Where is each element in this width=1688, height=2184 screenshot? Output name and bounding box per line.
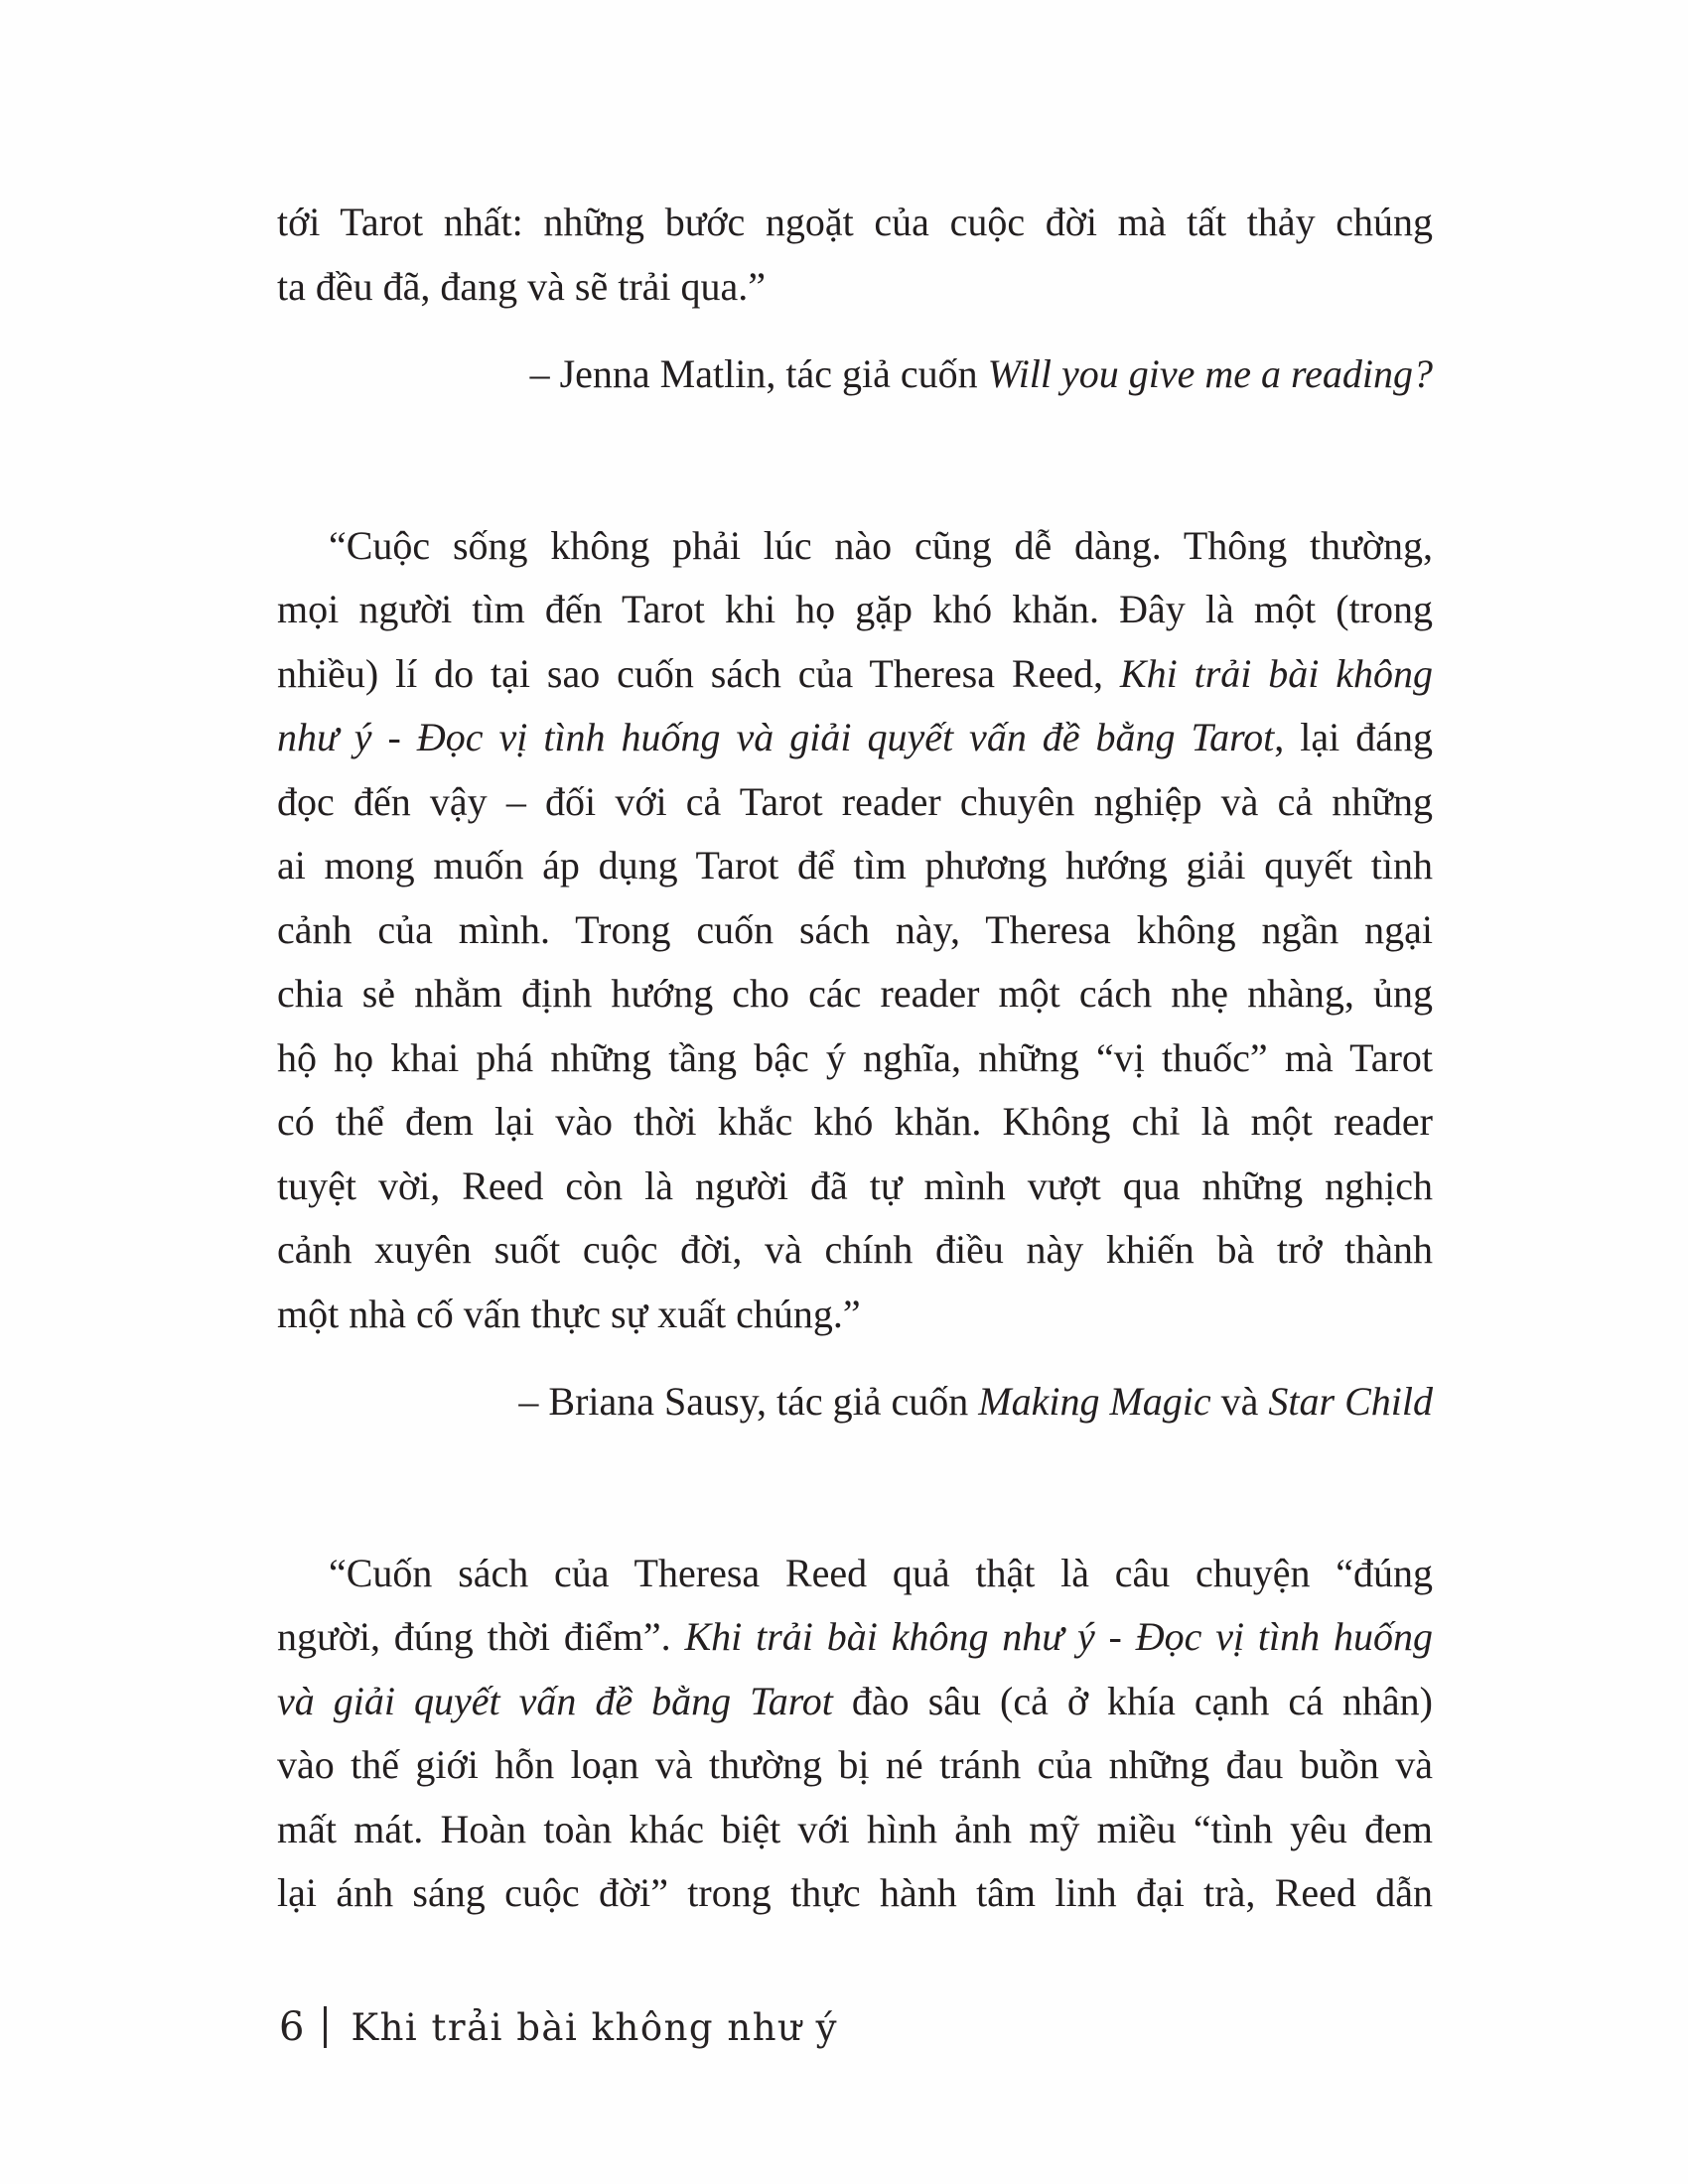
- text-line: [277, 1861, 1433, 1926]
- text-segment: như ý - Đọc vị tình huống và giải quyết vấn đề bằng Tarot: [277, 715, 1275, 759]
- text-line: [277, 1155, 1433, 1219]
- text-line: [277, 962, 1433, 1026]
- text-segment: và: [1210, 1379, 1269, 1424]
- text-line: [277, 191, 1433, 255]
- text-segment: Star Child: [1268, 1379, 1433, 1424]
- footer-book-title: Khi trải bài không như ý: [351, 2005, 839, 2049]
- text-segment: người, đúng thời điểm”.: [277, 1614, 685, 1659]
- text-segment: vào thế giới hỗn loạn và thường bị né tránh của những đau buồn và: [277, 1742, 1433, 1787]
- text-segment: cảnh của mình. Trong cuốn sách này, Theresa không ngần ngại: [277, 906, 1433, 952]
- text-line: [277, 1798, 1433, 1862]
- text-line: [277, 255, 1433, 320]
- footer-divider: [324, 2006, 327, 2048]
- text-segment: mất mát. Hoàn toàn khác biệt với hình ảnh mỹ miều “tình yêu đem: [277, 1806, 1433, 1851]
- text-line: [277, 1733, 1433, 1798]
- text-line: [277, 1605, 1433, 1670]
- text-line: [277, 642, 1433, 707]
- text-line: [277, 514, 1433, 579]
- text-line: [277, 770, 1433, 835]
- text-segment: Khi trải bài không như ý - Đọc vị tình huống: [684, 1614, 1434, 1659]
- text-segment: lại ánh sáng cuộc đời” trong thực hành tâm linh đại trà, Reed dẫn: [277, 1870, 1433, 1915]
- text-line: [277, 1026, 1433, 1091]
- text-segment: hộ họ khai phá những tầng bậc ý nghĩa, những “vị thuốc” mà Tarot: [277, 1034, 1433, 1080]
- text-segment: mọi người tìm đến Tarot khi họ gặp khó khăn. Đây là một (trong: [277, 587, 1433, 631]
- text-segment: ta đều đã, đang và sẽ trải qua.”: [277, 263, 767, 309]
- text-segment: đào sâu (cả ở khía cạnh cá nhân): [832, 1678, 1433, 1723]
- text-line: [277, 706, 1433, 770]
- text-line: [277, 834, 1433, 898]
- text-segment: cảnh xuyên suốt cuộc đời, và chính điều này khiến bà trở thành: [277, 1227, 1433, 1272]
- text-line: [277, 342, 1433, 407]
- attribution: [277, 342, 1433, 407]
- page-number: 6: [279, 2004, 305, 2050]
- text-segment: chia sẻ nhằm định hướng cho các reader một cách nhẹ nhàng, ủng: [277, 971, 1433, 1016]
- text-segment: nhiều) lí do tại sao cuốn sách của Theresa Reed,: [277, 650, 1120, 696]
- text-segment: – Jenna Matlin, tác giả cuốn: [529, 351, 988, 396]
- paragraph: [277, 1542, 1433, 1926]
- text-line: [277, 578, 1433, 642]
- text-segment: Will you give me a reading?: [987, 351, 1433, 396]
- text-segment: Making Magic: [978, 1379, 1211, 1424]
- text-line: [277, 1670, 1433, 1734]
- attribution: [277, 1370, 1433, 1434]
- text-segment: và giải quyết vấn đề bằng Tarot: [277, 1678, 833, 1723]
- paragraph: [277, 191, 1433, 319]
- text-line: [277, 1283, 1433, 1347]
- text-line: [277, 1370, 1433, 1434]
- text-segment: – Briana Sausy, tác giả cuốn: [518, 1379, 979, 1424]
- text-segment: có thể đem lại vào thời khắc khó khăn. Không chỉ là một reader: [277, 1099, 1433, 1144]
- text-segment: Khi trải bài không: [1119, 650, 1433, 696]
- text-block: [277, 191, 1433, 1926]
- text-segment: “Cuốn sách của Theresa Reed quả thật là câu chuyện “đúng: [329, 1550, 1433, 1595]
- text-segment: ai mong muốn áp dụng Tarot để tìm phương hướng giải quyết tình: [277, 843, 1433, 887]
- text-segment: đọc đến vậy – đối với cả Tarot reader chuyên nghiệp và cả những: [277, 778, 1433, 824]
- footer: [279, 1997, 838, 2057]
- text-segment: tuyệt vời, Reed còn là người đã tự mình vượt qua những nghịch: [277, 1162, 1433, 1208]
- text-segment: một nhà cố vấn thực sự xuất chúng.”: [277, 1291, 861, 1336]
- text-line: [277, 1090, 1433, 1155]
- text-line: [277, 898, 1433, 963]
- text-segment: , lại đáng: [1274, 715, 1433, 759]
- text-line: [277, 1542, 1433, 1606]
- text-segment: tới Tarot nhất: những bước ngoặt của cuộc đời mà tất thảy chúng: [277, 200, 1433, 244]
- text-line: [277, 1218, 1433, 1283]
- paragraph: [277, 514, 1433, 1347]
- text-segment: “Cuộc sống không phải lúc nào cũng dễ dàng. Thông thường,: [329, 522, 1433, 568]
